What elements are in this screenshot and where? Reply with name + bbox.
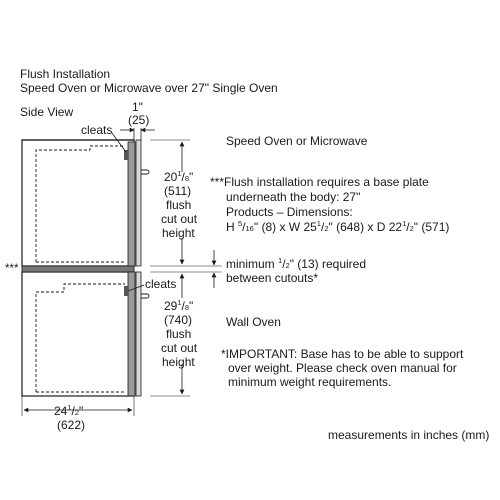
dimension-upper — [150, 140, 198, 264]
upper-label-height: height — [162, 226, 195, 240]
base-plate-marker: *** — [5, 263, 19, 275]
header-subtitle: Speed Oven or Microwave over 27" Single Oven — [20, 81, 278, 95]
dimension-top-gap — [120, 100, 155, 140]
speed-oven-title: Speed Oven or Microwave — [226, 134, 368, 148]
lower-cleat — [124, 286, 128, 296]
important-line1: *IMPORTANT: Base has to be able to support — [221, 347, 464, 361]
important-line2: over weight. Please check oven manual for — [228, 361, 457, 375]
depth-value: $24^1/2$" — [54, 403, 84, 418]
top-gap-metric: (25) — [128, 113, 150, 127]
lower-label-cutout: cut out — [161, 341, 198, 355]
side-view-label: Side View — [20, 105, 74, 119]
upper-height-value: $20^1/8$" — [164, 169, 194, 184]
depth-metric: (622) — [57, 418, 86, 432]
lower-cabinet — [22, 272, 134, 396]
upper-cabinet — [22, 140, 134, 266]
upper-label-cutout: cut out — [161, 212, 198, 226]
cleats-label-bottom: cleats — [145, 277, 177, 291]
product-dimensions: H $^5$/16" (8) x W $25^1/2$" (648) x D $22^1/2$" (571) — [226, 219, 450, 234]
dimension-depth — [22, 396, 134, 432]
wall-oven-outline — [36, 284, 125, 392]
dimension-lower — [150, 274, 198, 396]
lower-label-flush: flush — [166, 327, 192, 341]
lower-height-metric: (740) — [164, 313, 193, 327]
top-gap-value: 1" — [132, 100, 143, 114]
speed-oven-outline — [36, 146, 125, 262]
cleats-label-top: cleats — [81, 123, 113, 137]
speed-oven-door — [136, 140, 141, 266]
wall-oven-title: Wall Oven — [226, 315, 281, 329]
upper-height-metric: (511) — [164, 184, 192, 198]
speed-oven-front — [128, 142, 135, 266]
min-gap-line1: minimum $^1$/2" (13) required — [226, 256, 366, 271]
important-line3: minimum weight requirements. — [228, 375, 392, 389]
flush-note-line1: ***Flush installation requires a base plate — [210, 175, 429, 189]
wall-oven-door — [136, 272, 141, 396]
wall-oven-handle — [141, 294, 149, 298]
upper-label-flush: flush — [166, 198, 192, 212]
flush-note-line3: Products – Dimensions: — [226, 205, 353, 219]
lower-label-height: height — [162, 355, 195, 369]
units-footer: measurements in inches (mm) — [328, 428, 490, 442]
cabinet — [22, 140, 134, 396]
lower-height-value: $29^1/8$" — [164, 298, 194, 313]
header-title: Flush Installation — [20, 67, 111, 81]
shelf — [22, 266, 134, 272]
min-gap-line2: between cutouts* — [226, 271, 319, 285]
flush-note-line2: underneath the body: 27" — [226, 190, 361, 204]
speed-oven-handle — [141, 170, 149, 174]
